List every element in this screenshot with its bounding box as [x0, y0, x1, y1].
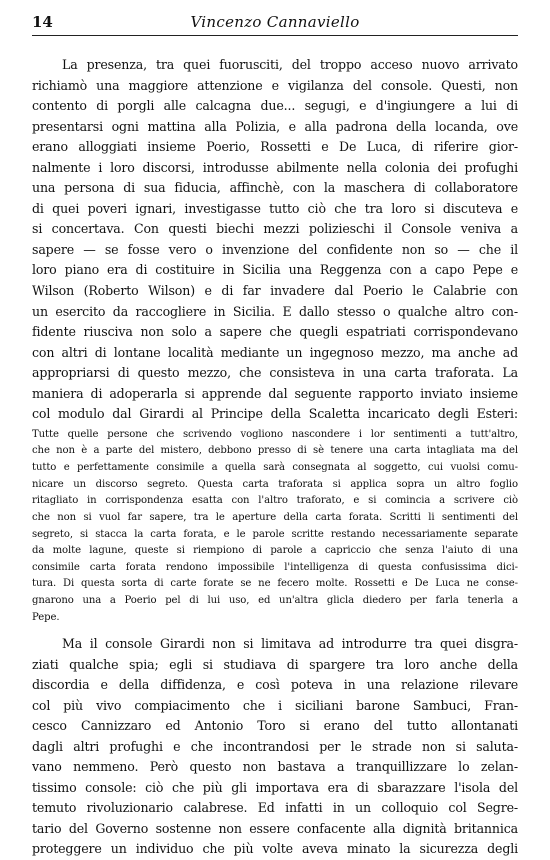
quote-line: tutto e perfettamente consimile a quella sarà consegnata al soggetto, cui vuolsi comu-	[32, 462, 518, 474]
text-line: temuto rivoluzionario calabrese. Ed infatti in un colloquio col Segre-	[32, 800, 518, 816]
quote-line: che non è a parte del mistero, debbono presso di sè tenere una carta intagliata ma del	[32, 445, 518, 457]
quote-line: da molte lagune, queste si riempiono di parole a capriccio che senza l'aiuto di una	[32, 545, 518, 557]
header-rule	[32, 35, 518, 36]
body-text	[32, 55, 518, 860]
text-line: cesco Cannizzaro ed Antonio Toro si erano del tutto allontanati	[32, 718, 518, 734]
quote-line: nicare un discorso segreto. Questa carta traforata si applica sopra un altro foglio	[32, 478, 518, 490]
text-line: vano nemmeno. Però questo non bastava a tranquillizzare lo zelan-	[32, 759, 518, 775]
text-line: ziati qualche spia; egli si studiava di spargere tra loro anche della	[32, 656, 518, 672]
paragraph-1	[32, 55, 518, 425]
text-line: richiamò una maggiore attenzione e vigilanza del console. Questi, non	[32, 77, 518, 93]
text-line: col modulo dal Girardi al Principe della Scaletta incaricato degli Esteri:	[32, 406, 518, 422]
text-line: proteggere un individuo che più volte aveva minato la sicurezza degli	[32, 841, 518, 857]
text-line: discordia e della diffidenza, e così poteva in una relazione rilevare	[32, 677, 518, 693]
quote-line: che non si vuol far sapere, tra le aperture della carta forata. Scritti li sentimenti del	[32, 511, 518, 523]
text-line: contento di porgli alle calcagna due... segugi, e d'ingiungere a lui di	[32, 98, 518, 114]
text-line: un esercito da raccogliere in Sicilia. E dallo stesso o qualche altro con-	[32, 303, 518, 319]
text-line: loro piano era di costituire in Sicilia una Reggenza con a capo Pepe e	[32, 262, 518, 278]
text-line: di quei poveri ignari, investigasse tutto ciò che tra loro si discuteva e	[32, 200, 518, 216]
text-line: sapere — se fosse vero o invenzione del confidente non so — che il	[32, 241, 518, 257]
quote-line: segreto, si stacca la carta forata, e le parole scritte restando necessariamente separate	[32, 528, 518, 540]
text-line: erano alloggiati insieme Poerio, Rossetti e De Luca, di riferire gior-	[32, 139, 518, 155]
text-line: dagli altri profughi e che incontrandosi per le strade non si saluta-	[32, 738, 518, 754]
text-line: La presenza, tra quei fuorusciti, del troppo acceso nuovo arrivato	[62, 57, 518, 72]
quote-line: Tutte quelle persone che scrivendo vogliono nascondere i lor sentimenti a tutt'altro,	[32, 428, 518, 440]
text-line: Wilson (Roberto Wilson) e di far invadere dal Poerio le Calabrie con	[32, 283, 518, 299]
text-line: tissimo console: ciò che più gli importava era di sbarazzare l'isola del	[32, 779, 518, 795]
text-line: col più vivo compiacimento che i siciliani barone Sambuci, Fran-	[32, 697, 518, 713]
running-head: Vincenzo Cannaviello	[190, 13, 360, 31]
text-line: si concertava. Con questi biechi mezzi polizieschi il Console veniva a	[32, 221, 518, 237]
quote-line: tura. Di questa sorta di carte forate se ne fecero molte. Rossetti e De Luca ne conse-	[32, 578, 518, 590]
quote-line: gnarono una a Poerio pel di lui uso, ed un'altra glicla diedero per farla tenerla a	[32, 595, 518, 607]
text-line: Ma il console Girardi non si limitava ad introdurre tra quei disgra-	[62, 636, 518, 652]
text-line: nalmente i loro discorsi, introdusse abilmente nella colonia dei profughi	[32, 159, 518, 175]
quote-line: Pepe.	[32, 611, 60, 623]
paragraph-2	[32, 634, 518, 860]
page-number: 14	[32, 13, 53, 31]
text-line: maniera di adoperarla si apprende dal seguente rapporto inviato insieme	[32, 385, 518, 401]
quote-line: consimile carta forata rendono impossibile l'intelligenza di questa confusissima dici-	[32, 561, 518, 573]
text-line: appropriarsi di questo mezzo, che consisteva in una carta traforata. La	[32, 365, 518, 381]
text-line: con altri di lontane località mediante un ingegnoso mezzo, ma anche ad	[32, 344, 518, 360]
text-line: una persona di sua fiducia, affinchè, con la maschera di collaboratore	[32, 180, 518, 196]
block-quote	[32, 427, 518, 627]
text-line: presentarsi ogni mattina alla Polizia, e alla padrona della locanda, ove	[32, 118, 518, 134]
text-line: tario del Governo sostenne non essere confacente alla dignità britannica	[32, 820, 518, 836]
text-line: fidente riusciva non solo a sapere che quegli espatriati corrispondevano	[32, 324, 518, 340]
quote-line: ritagliato in corrispondenza esatta con l'altro traforato, e si comincia a scrivere ciò	[32, 495, 518, 507]
